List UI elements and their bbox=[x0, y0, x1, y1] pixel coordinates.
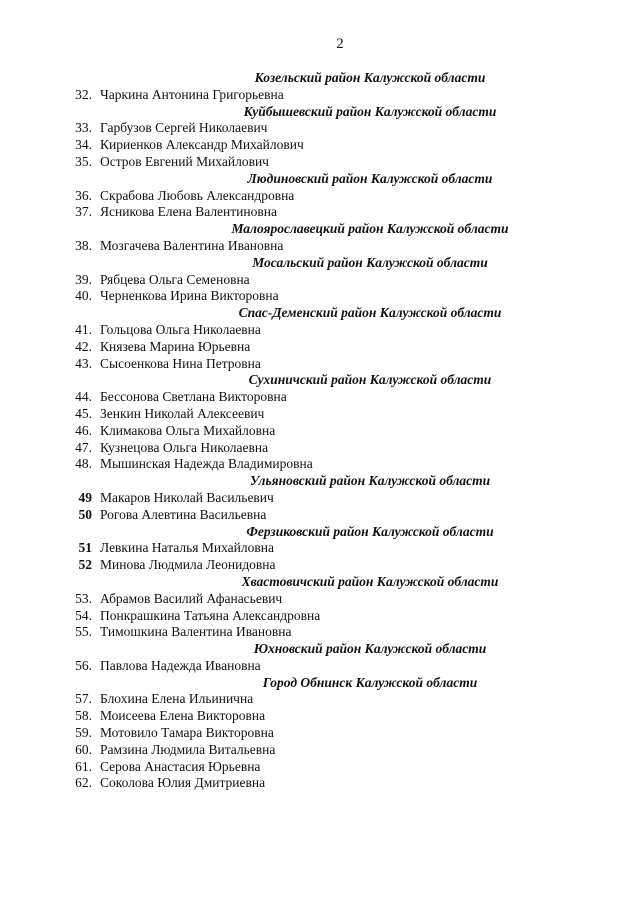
list-item bbox=[60, 356, 580, 373]
list-item bbox=[60, 87, 580, 104]
list-item bbox=[60, 658, 580, 675]
list-item-number: 49 bbox=[78, 489, 92, 505]
section-heading: Людиновский район Калужской области bbox=[247, 170, 493, 186]
list-item bbox=[60, 389, 580, 406]
list-item bbox=[60, 775, 580, 792]
list-item-name: Моисеева Елена Викторовна bbox=[100, 708, 266, 724]
list-item-name: Ясникова Елена Валентиновна bbox=[100, 204, 277, 220]
list-item bbox=[60, 591, 580, 608]
section-heading: Мосальский район Калужской области bbox=[252, 254, 488, 270]
list-item-number: 50 bbox=[78, 506, 92, 522]
list-item-name: Соколова Юлия Дмитриевна bbox=[100, 775, 266, 791]
list-item-name: Зенкин Николай Алексеевич bbox=[100, 405, 265, 421]
section-heading: Хвастовичский район Калужской области bbox=[241, 573, 499, 589]
section-heading: Куйбышевский район Калужской области bbox=[243, 103, 497, 119]
list-item bbox=[60, 440, 580, 457]
list-item bbox=[60, 406, 580, 423]
list-item bbox=[60, 339, 580, 356]
list-item-number: 61. bbox=[75, 758, 92, 774]
list-item-name: Черненкова Ирина Викторовна bbox=[100, 288, 279, 304]
list-item-name: Абрамов Василий Афанасьевич bbox=[100, 590, 283, 606]
list-item-number: 57. bbox=[75, 691, 92, 707]
list-item-number: 53. bbox=[75, 590, 92, 606]
section-heading: Сухиничский район Калужской области bbox=[248, 372, 492, 388]
list-item bbox=[60, 322, 580, 339]
list-item-name: Левкина Наталья Михайловна bbox=[100, 540, 274, 556]
list-item-name: Гарбузов Сергей Николаевич bbox=[100, 120, 268, 136]
list-item-number: 45. bbox=[75, 405, 92, 421]
list-item bbox=[60, 423, 580, 440]
list-item-name: Рябцева Ольга Семеновна bbox=[100, 271, 250, 287]
list-item bbox=[60, 725, 580, 742]
list-item-number: 32. bbox=[75, 86, 92, 102]
list-item-name: Князева Марина Юрьевна bbox=[100, 338, 251, 354]
list-item-number: 43. bbox=[75, 355, 92, 371]
list-item-name: Макаров Николай Васильевич bbox=[100, 489, 274, 505]
list-item-name: Серова Анастасия Юрьевна bbox=[100, 758, 261, 774]
list-item-name: Павлова Надежда Ивановна bbox=[100, 657, 261, 673]
list-item bbox=[60, 188, 580, 205]
list-item-name: Понкрашкина Татьяна Александровна bbox=[100, 607, 321, 623]
list-item-name: Сысоенкова Нина Петровна bbox=[100, 355, 261, 371]
section-heading: Город Обнинск Калужской области bbox=[262, 674, 478, 690]
list-item bbox=[60, 507, 580, 524]
list-item bbox=[60, 490, 580, 507]
list-item bbox=[60, 272, 580, 289]
list-item-number: 55. bbox=[75, 624, 92, 640]
list-item-number: 52 bbox=[78, 557, 92, 573]
list-item-number: 46. bbox=[75, 422, 92, 438]
list-item-name: Климакова Ольга Михайловна bbox=[100, 422, 276, 438]
list-item-number: 54. bbox=[75, 607, 92, 623]
list-item-name: Мозгачева Валентина Ивановна bbox=[100, 237, 284, 253]
section-heading: Малоярославецкий район Калужской области bbox=[231, 221, 509, 237]
list-item bbox=[60, 204, 580, 221]
list-item-name: Кириенков Александр Михайлович bbox=[100, 137, 304, 153]
list-item-number: 40. bbox=[75, 288, 92, 304]
list-item bbox=[60, 238, 580, 255]
list-item-number: 58. bbox=[75, 708, 92, 724]
list-item-name: Рамзина Людмила Витальевна bbox=[100, 741, 276, 757]
list-item-number: 39. bbox=[75, 271, 92, 287]
section-heading: Юхновский район Калужской области bbox=[253, 641, 487, 657]
list-item bbox=[60, 691, 580, 708]
list-item-number: 33. bbox=[75, 120, 92, 136]
list-item bbox=[60, 288, 580, 305]
list-item bbox=[60, 708, 580, 725]
list-item-number: 62. bbox=[75, 775, 92, 791]
list-item-number: 37. bbox=[75, 204, 92, 220]
list-item-name: Минова Людмила Леонидовна bbox=[100, 557, 276, 573]
list-item-name: Рогова Алевтина Васильевна bbox=[100, 506, 267, 522]
list-item bbox=[60, 540, 580, 557]
list-item-name: Мышинская Надежда Владимировна bbox=[100, 456, 313, 472]
list-item-number: 47. bbox=[75, 439, 92, 455]
list-item-number: 34. bbox=[75, 137, 92, 153]
list-item-name: Блохина Елена Ильинична bbox=[100, 691, 254, 707]
list-item-name: Скрабова Любовь Александровна bbox=[100, 187, 295, 203]
list-item-number: 35. bbox=[75, 153, 92, 169]
page-number: 2 bbox=[336, 36, 344, 52]
list-item bbox=[60, 624, 580, 641]
list-item-number: 51 bbox=[78, 540, 92, 556]
list-item-name: Остров Евгений Михайлович bbox=[100, 153, 269, 169]
section-heading: Ульяновский район Калужской области bbox=[249, 473, 491, 489]
list-item bbox=[60, 557, 580, 574]
section-heading: Ферзиковский район Калужской области bbox=[246, 523, 494, 539]
list-item-name: Кузнецова Ольга Николаевна bbox=[100, 439, 269, 455]
list-item-name: Тимошкина Валентина Ивановна bbox=[100, 624, 292, 640]
list-item bbox=[60, 742, 580, 759]
list-item bbox=[60, 137, 580, 154]
list-item bbox=[60, 759, 580, 776]
list-item-number: 42. bbox=[75, 338, 92, 354]
list-item-number: 41. bbox=[75, 321, 92, 337]
list-item-number: 56. bbox=[75, 657, 92, 673]
list-item bbox=[60, 608, 580, 625]
list-item-name: Мотовило Тамара Викторовна bbox=[100, 725, 274, 741]
list-item-number: 44. bbox=[75, 389, 92, 405]
list-item-number: 36. bbox=[75, 187, 92, 203]
list-item bbox=[60, 120, 580, 137]
list-item-number: 59. bbox=[75, 725, 92, 741]
list-item-name: Гольцова Ольга Николаевна bbox=[100, 321, 261, 337]
list-item bbox=[60, 154, 580, 171]
list-item-number: 60. bbox=[75, 741, 92, 757]
list-item-name: Бессонова Светлана Викторовна bbox=[100, 389, 287, 405]
list-item-number: 48. bbox=[75, 456, 92, 472]
participant-list bbox=[60, 70, 580, 792]
section-heading: Козельский район Калужской области bbox=[254, 70, 486, 85]
list-item bbox=[60, 456, 580, 473]
list-item-name: Чаркина Антонина Григорьевна bbox=[100, 86, 284, 102]
list-item-number: 38. bbox=[75, 237, 92, 253]
section-heading: Спас-Деменский район Калужской области bbox=[238, 305, 502, 321]
